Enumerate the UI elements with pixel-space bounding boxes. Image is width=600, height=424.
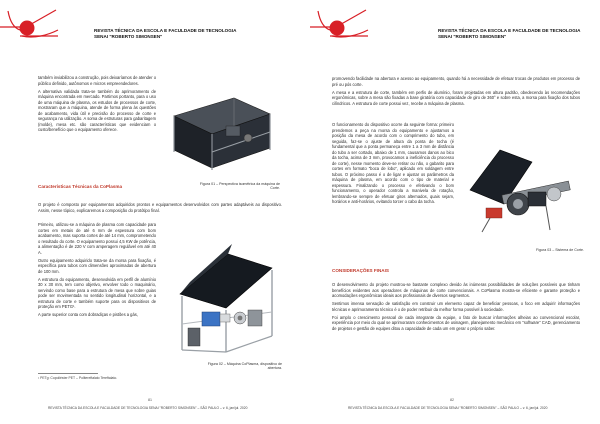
paragraph-funcionamento: O funcionamento do dispositivo ocorre da seguinte forma: primeiro prendemos a peça na morsa do equipamento e ajustamos a posição da mesa de acordo com o comprimento do tubo, em seguida, faz-se o ajuste de altura da ponta de tocha (é fundamental que a ponta permaneça entre 1 a 3 mm de distância do tubo a ser cortado, abaixo de 1 mm, causamos danos ao bico da tocha, acima de 3 mm, provocamos a ineficiência do processo de corte), nesse momento deve-se retirar ou não, o gabarito para cortes em formato "boca de lobo", aplicado em soldagem entre tubos. O próximo passo é o de ligar e ajustar os parâmetros da máquina de plasma, em acordo com o tipo de material e espessura. Finalizando o processo e efetivando o bom funcionamento, o operador controla a manivela de rotação, lembrando-se sempre de efetuar giros alternados, quais sejam, horários e anti-horários, evitando torcer o cabo da tocha. bbox=[332, 122, 454, 204]
figure-2-coplasma-machine bbox=[162, 224, 282, 358]
figure-2-caption: Figura 02 – Máquina CoPlasma, dispositivo de abertura. bbox=[207, 362, 282, 371]
journal-header bbox=[94, 28, 236, 39]
paragraph-estrutura: A estrutura do equipamento, desenvolvida em perfil de alumínio 30 x 30 mm, tem como objetivo, envolver todo o maquinário, servindo como base para a estrutura de mesa que sobre guias pode ser movimentada no sentido longitudinal horizontal, e a estrutura de corte e também suporte para os dispositivos de proteção em PETG¹. bbox=[38, 276, 156, 309]
journal-header-line2: SENAI "ROBERTO SIMONSEN" bbox=[94, 33, 163, 39]
right-full-width-top bbox=[332, 76, 580, 109]
left-column-bottom bbox=[38, 222, 156, 320]
journal-header-line1: REVISTA TÉCNICA DA ESCOLA E FACULDADE DE TECNOLOGIA bbox=[438, 28, 581, 33]
section-heading-consideracoes: CONSIDERAÇÕES FINAIS bbox=[332, 268, 389, 273]
journal-logo bbox=[310, 8, 372, 42]
section-heading-caracteristicas: Características Técnicas da CoPlasma bbox=[38, 184, 123, 189]
paragraph-outro: Outro equipamento adquirido trata-se da morsa para fixação, é específica para tubos com dimensões aproximadas de abertura de 100 mm. bbox=[38, 257, 156, 274]
right-page bbox=[300, 0, 600, 424]
figure-3-caption: Figura 03 – Sistema de Corte. bbox=[536, 248, 584, 252]
paragraph-amplo: Foi amplo o crescimento pessoal de cada integrante da equipe, o fato de buscar informações alheias ao convencional escolar, experiência por meio do qual se aprimoraram conhecimentos de usinagem, planejamento mecânico em "software" CAD, gerenciamento de projetos e gestão de equipes ditou a capacidade de cada um em gerar o próprio saber. bbox=[332, 314, 580, 331]
paragraph-intro: também inviabilizou a construção, pois deixaríamos de atender o público definido, autônomos e micros empreendedores. bbox=[38, 75, 156, 86]
journal-header-line2: SENAI "ROBERTO SIMONSEN" bbox=[438, 33, 507, 39]
paragraph-parte: A parte superior conta com dobradiças e pistões a gás, bbox=[38, 312, 138, 317]
figure-1-caption: Figura 01 – Perspectiva isométrica da máquina de Corte. bbox=[199, 182, 280, 191]
paragraph-alternativa: A alternativa validada trata-se também do aprimoramento de máquina encontrada em mercado. Partimos portanto, para o uso de uma máquina de plasma, os estudos de processos de corte, mostraram que a máquina, atende de forma plena às questões de acabamento, vida útil e precisão do processo de corte e segurança na utilização. A soma de estruturas para gabaritagem (molde), mesa etc. são características que evidenciam o custo/benefício que o equipamento oferece. bbox=[38, 88, 156, 132]
journal-header-line1: REVISTA TÉCNICA DA ESCOLA E FACULDADE DE TECNOLOGIA bbox=[94, 28, 237, 33]
right-full-width-bottom bbox=[332, 282, 580, 334]
footnote-petg: ¹ PETg: Copoliéster PET – Politereftalato Tereftalato. bbox=[38, 376, 118, 380]
journal-header bbox=[438, 28, 580, 39]
paragraph-desenvolvimento: O desenvolvimento do projeto mostrou-se bastante complexo devido às inúmeras possibilidades de soluções possíveis que tinham benefícios evidentes aos operadores de máquinas de corte convencionais. A CoPlasma mostra-se eficiente e garante proteção e acomodações ergonômicas ideais aos profissionais de diversos segmentos. bbox=[332, 282, 580, 298]
paragraph-projeto bbox=[38, 202, 282, 216]
paragraph-promovendo: promovendo facilidade na abertura e acesso ao equipamento, quando há a necessidade de efetuar trocas de produtos em processo de pré ou pós corte. bbox=[332, 76, 580, 87]
paragraph-sentimos: Sentimos imensa sensação de satisfação em construir um elemento capaz de beneficiar pessoas, o foco em adquirir informações técnicas e aprimoramento técnico é o de poder retribuir da melhor forma possível à sociedade. bbox=[332, 301, 580, 312]
page-number-left: 81 bbox=[148, 398, 152, 402]
paragraph-mesa: A mesa e a estrutura de corte, também em perfis de alumínio, foram projetadas em altura padrão, obedecendo às recomendações ergonômicas, sobre a mesa são fixadas a base giratória com capacidade de giro de 360° e sobre esta, a morsa para fixação dos tubos cilíndricos. A estrutura de corte possui vez, recebe a máquina de plasma. bbox=[332, 89, 580, 106]
footer-right: REVISTA TÉCNICA DA ESCOLA E FACULDADE DE TECNOLOGIA SENAI "ROBERTO SIMONSEN" – SÃO PAULO – v. 6, jan/jul. 2020 bbox=[348, 406, 548, 410]
footnote-rule bbox=[38, 373, 98, 374]
journal-logo bbox=[0, 8, 62, 42]
paragraph-primeiro: Primeiro, utilizou-se a máquina de plasma com capacidade para cortes em metais de até 6 mm de espessura com bom acabamento, mas suporta cortes de até 14 mm, comprometendo o resultado do corte. O equipamento possui 4,5 KW de potência, a alimentação é de 220 V com amperagem regulável em até 40 A. bbox=[38, 222, 156, 255]
figure-1-isometric-machine bbox=[162, 82, 280, 178]
paragraph-projeto-text: O projeto é composto por equipamentos adquiridos prontos e equipamentos desenvolvidos com partes adaptáveis ao dispositivo. Assim, nesse tópico, explicaremos a composição do protótipo final. bbox=[38, 202, 282, 213]
right-column-funcionamento bbox=[332, 122, 454, 207]
page-number-right: 82 bbox=[450, 398, 454, 402]
footer-left: REVISTA TÉCNICA DA ESCOLA E FACULDADE DE TECNOLOGIA SENAI "ROBERTO SIMONSEN" – SÃO PAULO – v. 6, jan/jul. 2020 bbox=[48, 406, 248, 410]
figure-3-cutting-system bbox=[460, 132, 584, 244]
left-column-top bbox=[38, 75, 156, 135]
